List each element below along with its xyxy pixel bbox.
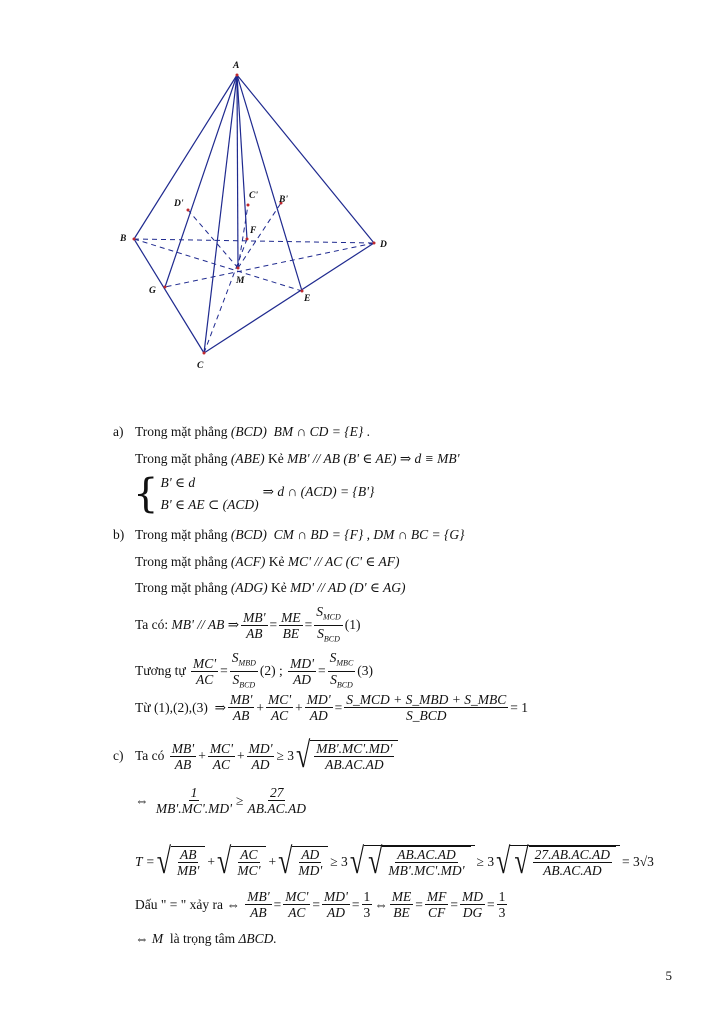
root: √ √ $\frac{AB.AC.AD}{MB'.MC'.MD'}$: [350, 845, 475, 878]
label-A: A: [233, 61, 240, 71]
math: B' ∈ AE ⊂ (ACD): [160, 497, 259, 512]
brace: {: [133, 471, 159, 517]
text: .: [366, 424, 371, 439]
math: ⇔ M: [135, 931, 164, 946]
text: Trong mặt phẳng: [135, 451, 228, 466]
part-a-system: [133, 471, 375, 517]
text: Từ (1),(2),(3): [135, 699, 208, 715]
math: MD' // AD (D' ∈ AG): [290, 580, 406, 595]
math: MB' // AB ⇒: [171, 617, 240, 633]
label-M: M: [236, 276, 245, 286]
text: Trong mặt phẳng: [135, 580, 228, 595]
label-F: F: [250, 226, 257, 236]
fraction: $\frac{S_{MBD}}{S_{BCD}}$: [231, 650, 256, 690]
part-b-line1: [113, 527, 465, 543]
page-number: 5: [665, 968, 672, 983]
sqrt: √ $\frac{AD}{MD'}$: [278, 846, 328, 878]
math: (BCD): [230, 424, 267, 439]
fraction: $\frac{MB'}{AB}$: [171, 740, 195, 772]
fraction: $\frac{MC'}{AC}$: [268, 692, 292, 723]
fraction: $\frac{MB'}{AB}$: [243, 609, 266, 641]
text: Kẻ: [268, 554, 285, 569]
fraction: $\frac{MC'}{AC}$: [193, 655, 217, 687]
sqrt: √ $\frac{AC}{MC'}$: [217, 846, 266, 878]
fraction: $\frac{MB'}{AB}$: [229, 692, 253, 723]
label-D: D: [380, 240, 387, 250]
result: = 3√3: [622, 853, 654, 869]
fraction: $\frac{MD'}{AD}$: [290, 655, 315, 687]
result: = 1: [510, 699, 528, 715]
text: Trong mặt phẳng: [135, 527, 228, 542]
math: ≥ 3: [276, 748, 295, 763]
part-a-line2: [135, 451, 460, 467]
text: Dấu " = " xảy ra ⇔: [135, 896, 240, 912]
part-a-line1: [113, 424, 370, 440]
fraction: $\frac{MC'}{AC}$: [209, 740, 233, 772]
text: là trọng tâm: [169, 931, 236, 946]
part-c-line3: T = √ $\frac{AB}{MB'}$ + √ $\frac{AC}{MC'}$ + √ $\frac{AD}{MD'}$ ≥ 3 √ √ $\frac{AB.AC.AD}{MB'.MC'.MD'}$ ≥ 3 √ √ $\frac{27.AB.AC.AD}{AB.AC.AD}$ = 3√3: [135, 840, 654, 882]
fraction: $\frac{MD'}{AD}$: [306, 692, 331, 723]
eq-tag: (2) ;: [259, 663, 283, 679]
fraction: $\frac{S_{MCD}}{S_{BCD}}$: [316, 604, 341, 644]
label-B: B: [120, 234, 127, 244]
math: (ACF): [230, 554, 266, 569]
math: MC' // AC (C' ∈ AF): [287, 554, 400, 569]
text: Kẻ: [271, 580, 287, 595]
fraction: $\frac{27}{AB.AC.AD}$: [247, 785, 306, 816]
part-c-line4: Dấu " = " xảy ra ⇔ $\frac{MB'}{AB}$ = $\frac{MC'}{AC}$ = $\frac{MD'}{AD}$ = $\frac{1}{3}$ ⇔ $\frac{ME}{BE}$ = $\frac{MF}{CF}$ = $\frac{MD}{DG}$ = $\frac{1}{3}$: [135, 889, 506, 920]
text: Trong mặt phẳng: [135, 554, 228, 569]
eq-tag: (3): [357, 663, 374, 679]
label-Bp: B': [279, 195, 288, 205]
math: T =: [135, 853, 155, 869]
label-Dp: D': [174, 199, 184, 209]
label-C: C: [197, 361, 204, 371]
text: Trong mặt phẳng: [135, 424, 228, 439]
label-E: E: [304, 294, 311, 304]
part-b-line6: Từ (1),(2),(3) ⇒ $\frac{MB'}{AB}$ + $\frac{MC'}{AC}$ + $\frac{MD'}{AD}$ = $\frac{\text{S\_MCD + S\_MBD + S\_MBC}}{\text{S\_BCD}}$ = 1: [135, 692, 528, 723]
label-Cp: C': [249, 191, 258, 201]
part-c-label: c): [113, 748, 124, 763]
math: MB' // AB (B' ∈ AE) ⇒ d ≡ MB': [287, 451, 460, 466]
part-b-line5: Tương tự $\frac{MC'}{AC}$ = $\frac{S_{MBD}}{S_{BCD}}$ (2) ; $\frac{MD'}{AD}$ = $\frac{S_{MBC}}{S_{BCD}}$ (3): [135, 650, 373, 692]
arrow: ⇒: [214, 699, 226, 715]
text: Ta có: [135, 748, 165, 763]
part-b-line3: [135, 580, 406, 596]
fraction: $\frac{MD'}{AD}$: [248, 740, 273, 772]
fraction: $\frac{S_{MBC}}{S_{BCD}}$: [329, 650, 354, 690]
math: ≥: [236, 792, 244, 808]
text: Ta có:: [135, 617, 169, 633]
text: Kẻ: [268, 451, 284, 466]
part-b-line4: Ta có: MB' // AB ⇒ $\frac{MB'}{AB}$ = $\frac{ME}{BE}$ = $\frac{S_{MCD}}{S_{BCD}}$ (1): [135, 604, 361, 646]
math: (ABE): [230, 451, 265, 466]
math: CM ∩ BD = {F} , DM ∩ BC = {G}: [273, 527, 465, 542]
text: Tương tự: [135, 663, 186, 679]
part-b-line2: [135, 554, 400, 570]
tetrahedron-figure: [0, 0, 725, 390]
label-G: G: [149, 286, 156, 296]
arrow: ⇔: [135, 792, 149, 808]
part-c-line1: c) Ta có $\frac{MB'}{AB}$ + $\frac{MC'}{AC}$ + $\frac{MD'}{AD}$ ≥ 3 √ $\frac{MB'.MC'.MD'}{AB.AC.AD}$: [113, 740, 400, 772]
eq-tag: (1): [344, 617, 361, 633]
math: (BCD): [230, 527, 267, 542]
part-c-line2: [135, 785, 310, 816]
part-b-label: b): [113, 527, 125, 542]
math: ⇒ d ∩ (ACD) = {B'}: [262, 484, 375, 499]
cube-root: √ $\frac{MB'.MC'.MD'}{AB.AC.AD}$: [296, 740, 398, 772]
sqrt: √ $\frac{AB}{MB'}$: [157, 846, 206, 878]
math: BM ∩ CD = {E}: [273, 424, 364, 439]
part-c-line5: [135, 931, 277, 947]
root: √ √ $\frac{27.AB.AC.AD}{AB.AC.AD}$: [496, 845, 620, 878]
fraction: $\frac{1}{MB'.MC'.MD'}$: [155, 785, 233, 816]
math: ΔBCD.: [238, 931, 277, 946]
part-a-label: a): [113, 424, 124, 439]
math: (ADG): [230, 580, 268, 595]
fraction: $\frac{\text{S\_MCD + S\_MBD + S\_MBC}}{\text{S\_BCD}}$: [346, 692, 507, 723]
fraction: $\frac{ME}{BE}$: [281, 609, 301, 641]
math: B' ∈ d: [160, 475, 196, 490]
